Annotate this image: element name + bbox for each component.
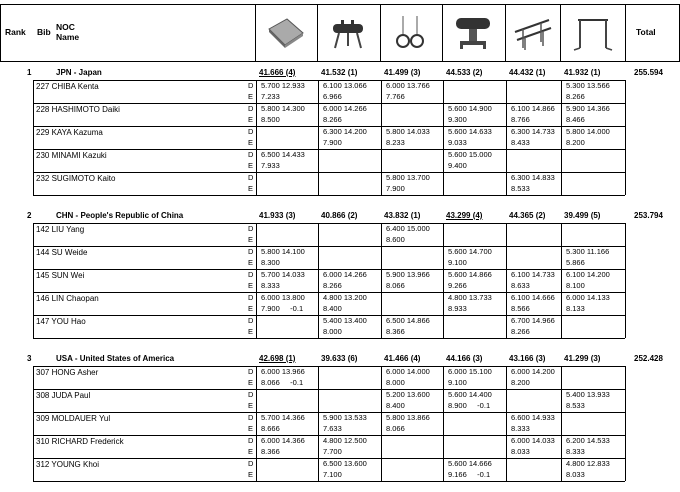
score-d-total: 5.600 14.400 — [448, 390, 492, 399]
score-e: 8.333 — [261, 281, 280, 290]
score-e: 8.433 — [511, 138, 530, 147]
score-e: 9.300 — [448, 115, 467, 124]
grid-line — [256, 223, 257, 338]
team-total: 255.594 — [634, 68, 663, 77]
athlete-name: 229 KAYA Kazuma — [36, 128, 103, 137]
team-apparatus-total: 43.299 (4) — [446, 211, 483, 220]
score-e: 8.566 — [511, 304, 530, 313]
score-e: 8.466 — [566, 115, 585, 124]
score-e: 8.133 — [566, 304, 585, 313]
score-label-e: E — [248, 447, 254, 456]
athlete-name: 145 SUN Wei — [36, 271, 85, 280]
score-d-total: 5.600 14.866 — [448, 270, 492, 279]
score-label-e: E — [248, 281, 254, 290]
score-e: 8.100 — [566, 281, 585, 290]
score-e: 8.033 — [511, 447, 530, 456]
grid-line — [33, 481, 625, 482]
score-d-total: 5.400 13.400 — [323, 316, 367, 325]
score-e: 7.766 — [386, 92, 405, 101]
grid-line — [318, 366, 319, 481]
score-e: 8.066 — [386, 424, 405, 433]
score-d-total: 5.600 14.666 — [448, 459, 492, 468]
score-d-total: 6.700 14.966 — [511, 316, 555, 325]
score-e: 8.366 — [386, 327, 405, 336]
score-d-total: 5.800 13.866 — [386, 413, 430, 422]
score-d-total: 5.600 14.900 — [448, 104, 492, 113]
athlete-name: 307 HONG Asher — [36, 368, 99, 377]
grid-line — [625, 366, 626, 481]
score-d-total: 6.300 14.200 — [323, 127, 367, 136]
score-e: 8.533 — [511, 184, 530, 193]
grid-line — [506, 80, 507, 195]
team-total: 253.794 — [634, 211, 663, 220]
grid-line — [33, 389, 625, 390]
team-apparatus-total: 44.166 (3) — [446, 354, 483, 363]
athlete-name: 147 YOU Hao — [36, 317, 86, 326]
score-d-total: 6.500 13.600 — [323, 459, 367, 468]
score-e: 8.900 -0.1 — [448, 401, 491, 410]
score-label-e: E — [248, 235, 254, 244]
score-d-total: 6.000 14.000 — [386, 367, 430, 376]
score-label-e: E — [248, 304, 254, 313]
team-apparatus-total: 39.499 (5) — [564, 211, 601, 220]
score-label-d: D — [248, 436, 254, 445]
score-label-d: D — [248, 127, 254, 136]
score-d-total: 5.600 15.000 — [448, 150, 492, 159]
score-label-d: D — [248, 270, 254, 279]
score-d-total: 6.300 14.733 — [511, 127, 555, 136]
team-apparatus-total: 43.832 (1) — [384, 211, 421, 220]
score-d-total: 5.800 14.033 — [386, 127, 430, 136]
header-rank: Rank — [5, 27, 26, 37]
score-e: 8.633 — [511, 281, 530, 290]
score-d-total: 6.100 14.866 — [511, 104, 555, 113]
athlete-name: 142 LIU Yang — [36, 225, 85, 234]
score-label-d: D — [248, 459, 254, 468]
score-d-total: 5.800 14.300 — [261, 104, 305, 113]
score-d-total: 4.800 12.500 — [323, 436, 367, 445]
score-label-e: E — [248, 138, 254, 147]
score-e: 7.100 — [323, 470, 342, 479]
score-d-total: 5.700 12.933 — [261, 81, 305, 90]
score-d-total: 5.200 13.600 — [386, 390, 430, 399]
score-d-total: 6.100 13.066 — [323, 81, 367, 90]
score-d-total: 5.800 13.700 — [386, 173, 430, 182]
score-label-d: D — [248, 150, 254, 159]
team-apparatus-total: 42.698 (1) — [259, 354, 296, 363]
team-apparatus-total: 41.932 (1) — [564, 68, 601, 77]
team-rank: 2 — [27, 211, 32, 220]
horizontal-bar-icon — [572, 14, 614, 52]
team-apparatus-total: 40.866 (2) — [321, 211, 358, 220]
athlete-name: 308 JUDA Paul — [36, 391, 91, 400]
grid-line — [506, 366, 507, 481]
score-label-e: E — [248, 92, 254, 101]
score-d-total: 5.800 14.000 — [566, 127, 610, 136]
grid-line — [561, 223, 562, 338]
grid-line — [381, 366, 382, 481]
score-d-total: 5.900 13.966 — [386, 270, 430, 279]
team-name: USA - United States of America — [56, 354, 175, 363]
score-d-total: 6.100 14.200 — [566, 270, 610, 279]
grid-line — [33, 338, 625, 339]
score-e: 8.500 — [261, 115, 280, 124]
score-e: 8.266 — [323, 281, 342, 290]
athlete-name: 228 HASHIMOTO Daiki — [36, 105, 120, 114]
score-e: 8.000 — [386, 378, 405, 387]
score-e: 8.266 — [511, 327, 530, 336]
grid-line — [256, 366, 257, 481]
team-apparatus-total: 41.666 (4) — [259, 68, 296, 77]
score-e: 8.066 -0.1 — [261, 378, 304, 387]
score-label-e: E — [248, 184, 254, 193]
score-d-total: 6.200 14.533 — [566, 436, 610, 445]
header-total: Total — [636, 27, 656, 37]
team-name: JPN - Japan — [56, 68, 102, 77]
team-name: CHN - People's Republic of China — [56, 211, 184, 220]
score-e: 7.900 -0.1 — [261, 304, 304, 313]
score-e: 8.400 — [323, 304, 342, 313]
score-label-d: D — [248, 224, 254, 233]
score-label-e: E — [248, 258, 254, 267]
score-d-total: 4.800 12.833 — [566, 459, 610, 468]
score-d-total: 6.100 14.733 — [511, 270, 555, 279]
score-d-total: 6.000 14.033 — [511, 436, 555, 445]
rings-icon — [389, 14, 431, 52]
grid-line — [443, 80, 444, 195]
athlete-name: 230 MINAMI Kazuki — [36, 151, 107, 160]
score-d-total: 5.400 13.933 — [566, 390, 610, 399]
grid-line — [381, 223, 382, 338]
score-e: 8.533 — [566, 401, 585, 410]
score-d-total: 6.000 14.133 — [566, 293, 610, 302]
score-e: 8.333 — [511, 424, 530, 433]
score-d-total: 6.100 14.666 — [511, 293, 555, 302]
score-e: 8.366 — [261, 447, 280, 456]
score-e: 9.166 -0.1 — [448, 470, 491, 479]
score-d-total: 6.000 14.366 — [261, 436, 305, 445]
score-e: 8.233 — [386, 138, 405, 147]
grid-line — [33, 223, 625, 224]
team-rank: 3 — [27, 354, 32, 363]
grid-line — [506, 223, 507, 338]
grid-line — [33, 149, 625, 150]
score-d-total: 5.800 14.100 — [261, 247, 305, 256]
grid-line — [561, 366, 562, 481]
score-e: 7.700 — [323, 447, 342, 456]
score-label-d: D — [248, 81, 254, 90]
grid-line — [561, 80, 562, 195]
grid-line — [625, 80, 626, 195]
score-d-total: 6.000 13.966 — [261, 367, 305, 376]
score-label-e: E — [248, 161, 254, 170]
score-label-d: D — [248, 390, 254, 399]
score-e: 8.266 — [566, 92, 585, 101]
athlete-name: 144 SU Weide — [36, 248, 88, 257]
score-e: 8.033 — [566, 470, 585, 479]
floor-icon — [265, 15, 307, 51]
score-d-total: 4.800 13.200 — [323, 293, 367, 302]
score-d-total: 6.000 14.200 — [511, 367, 555, 376]
score-d-total: 5.600 14.633 — [448, 127, 492, 136]
grid-line — [443, 223, 444, 338]
athlete-name: 232 SUGIMOTO Kaito — [36, 174, 116, 183]
score-d-total: 6.000 13.800 — [261, 293, 305, 302]
score-label-e: E — [248, 401, 254, 410]
score-e: 8.266 — [323, 115, 342, 124]
score-label-e: E — [248, 378, 254, 387]
score-d-total: 5.900 14.366 — [566, 104, 610, 113]
score-e: 8.200 — [566, 138, 585, 147]
score-e: 8.066 — [386, 281, 405, 290]
score-d-total: 6.300 14.833 — [511, 173, 555, 182]
score-e: 8.200 — [511, 378, 530, 387]
grid-line — [33, 246, 625, 247]
team-apparatus-total: 44.533 (2) — [446, 68, 483, 77]
score-e: 8.333 — [566, 447, 585, 456]
vault-icon — [452, 14, 494, 52]
score-d-total: 6.000 13.766 — [386, 81, 430, 90]
grid-line — [33, 80, 34, 195]
score-e: 7.633 — [323, 424, 342, 433]
pommel-horse-icon — [327, 14, 369, 52]
team-rank: 1 — [27, 68, 32, 77]
grid-line — [318, 223, 319, 338]
score-e: 9.266 — [448, 281, 467, 290]
athlete-name: 309 MOLDAUER Yul — [36, 414, 111, 423]
score-label-e: E — [248, 327, 254, 336]
score-label-d: D — [248, 316, 254, 325]
score-e: 8.766 — [511, 115, 530, 124]
team-apparatus-total: 41.532 (1) — [321, 68, 358, 77]
header-name: Name — [56, 32, 80, 42]
score-e: 8.400 — [386, 401, 405, 410]
header-noc: NOC — [56, 22, 75, 32]
score-e: 8.000 — [323, 327, 342, 336]
score-label-d: D — [248, 413, 254, 422]
score-e: 5.866 — [566, 258, 585, 267]
score-label-e: E — [248, 424, 254, 433]
team-apparatus-total: 41.299 (3) — [564, 354, 601, 363]
score-label-d: D — [248, 104, 254, 113]
score-e: 9.400 — [448, 161, 467, 170]
team-apparatus-total: 39.633 (6) — [321, 354, 358, 363]
score-d-total: 6.400 15.000 — [386, 224, 430, 233]
score-d-total: 6.600 14.933 — [511, 413, 555, 422]
score-e: 7.900 — [386, 184, 405, 193]
score-label-d: D — [248, 247, 254, 256]
grid-line — [33, 195, 625, 196]
score-e: 9.100 — [448, 378, 467, 387]
team-apparatus-total: 44.365 (2) — [509, 211, 546, 220]
score-d-total: 5.700 14.366 — [261, 413, 305, 422]
grid-line — [443, 366, 444, 481]
score-d-total: 6.000 14.266 — [323, 104, 367, 113]
team-apparatus-total: 41.466 (4) — [384, 354, 421, 363]
score-e: 6.966 — [323, 92, 342, 101]
header-bib: Bib — [37, 27, 51, 37]
athlete-name: 312 YOUNG Khoi — [36, 460, 99, 469]
athlete-name: 227 CHIBA Kenta — [36, 82, 99, 91]
score-e: 9.100 — [448, 258, 467, 267]
team-apparatus-total: 41.499 (3) — [384, 68, 421, 77]
score-e: 9.033 — [448, 138, 467, 147]
score-label-d: D — [248, 367, 254, 376]
score-d-total: 5.900 13.533 — [323, 413, 367, 422]
grid-line — [625, 223, 626, 338]
score-d-total: 5.700 14.033 — [261, 270, 305, 279]
grid-line — [33, 223, 34, 338]
grid-line — [318, 80, 319, 195]
grid-line — [256, 80, 257, 195]
score-d-total: 6.000 14.266 — [323, 270, 367, 279]
score-d-total: 4.800 13.733 — [448, 293, 492, 302]
score-d-total: 6.000 15.100 — [448, 367, 492, 376]
score-d-total: 6.500 14.433 — [261, 150, 305, 159]
athlete-name: 146 LIN Chaopan — [36, 294, 99, 303]
score-label-d: D — [248, 293, 254, 302]
score-e: 7.933 — [261, 161, 280, 170]
score-d-total: 5.600 14.700 — [448, 247, 492, 256]
grid-line — [381, 80, 382, 195]
score-label-d: D — [248, 173, 254, 182]
team-total: 252.428 — [634, 354, 663, 363]
team-apparatus-total: 41.933 (3) — [259, 211, 296, 220]
score-e: 7.233 — [261, 92, 280, 101]
score-e: 8.600 — [386, 235, 405, 244]
score-label-e: E — [248, 470, 254, 479]
score-e: 7.900 — [323, 138, 342, 147]
grid-line — [33, 366, 34, 481]
parallel-bars-icon — [511, 14, 553, 52]
score-d-total: 5.300 11.166 — [566, 247, 610, 256]
score-d-total: 6.500 14.866 — [386, 316, 430, 325]
team-apparatus-total: 43.166 (3) — [509, 354, 546, 363]
score-e: 8.666 — [261, 424, 280, 433]
score-e: 8.933 — [448, 304, 467, 313]
athlete-name: 310 RICHARD Frederick — [36, 437, 124, 446]
score-label-e: E — [248, 115, 254, 124]
score-d-total: 5.300 13.566 — [566, 81, 610, 90]
team-apparatus-total: 44.432 (1) — [509, 68, 546, 77]
score-e: 8.300 — [261, 258, 280, 267]
